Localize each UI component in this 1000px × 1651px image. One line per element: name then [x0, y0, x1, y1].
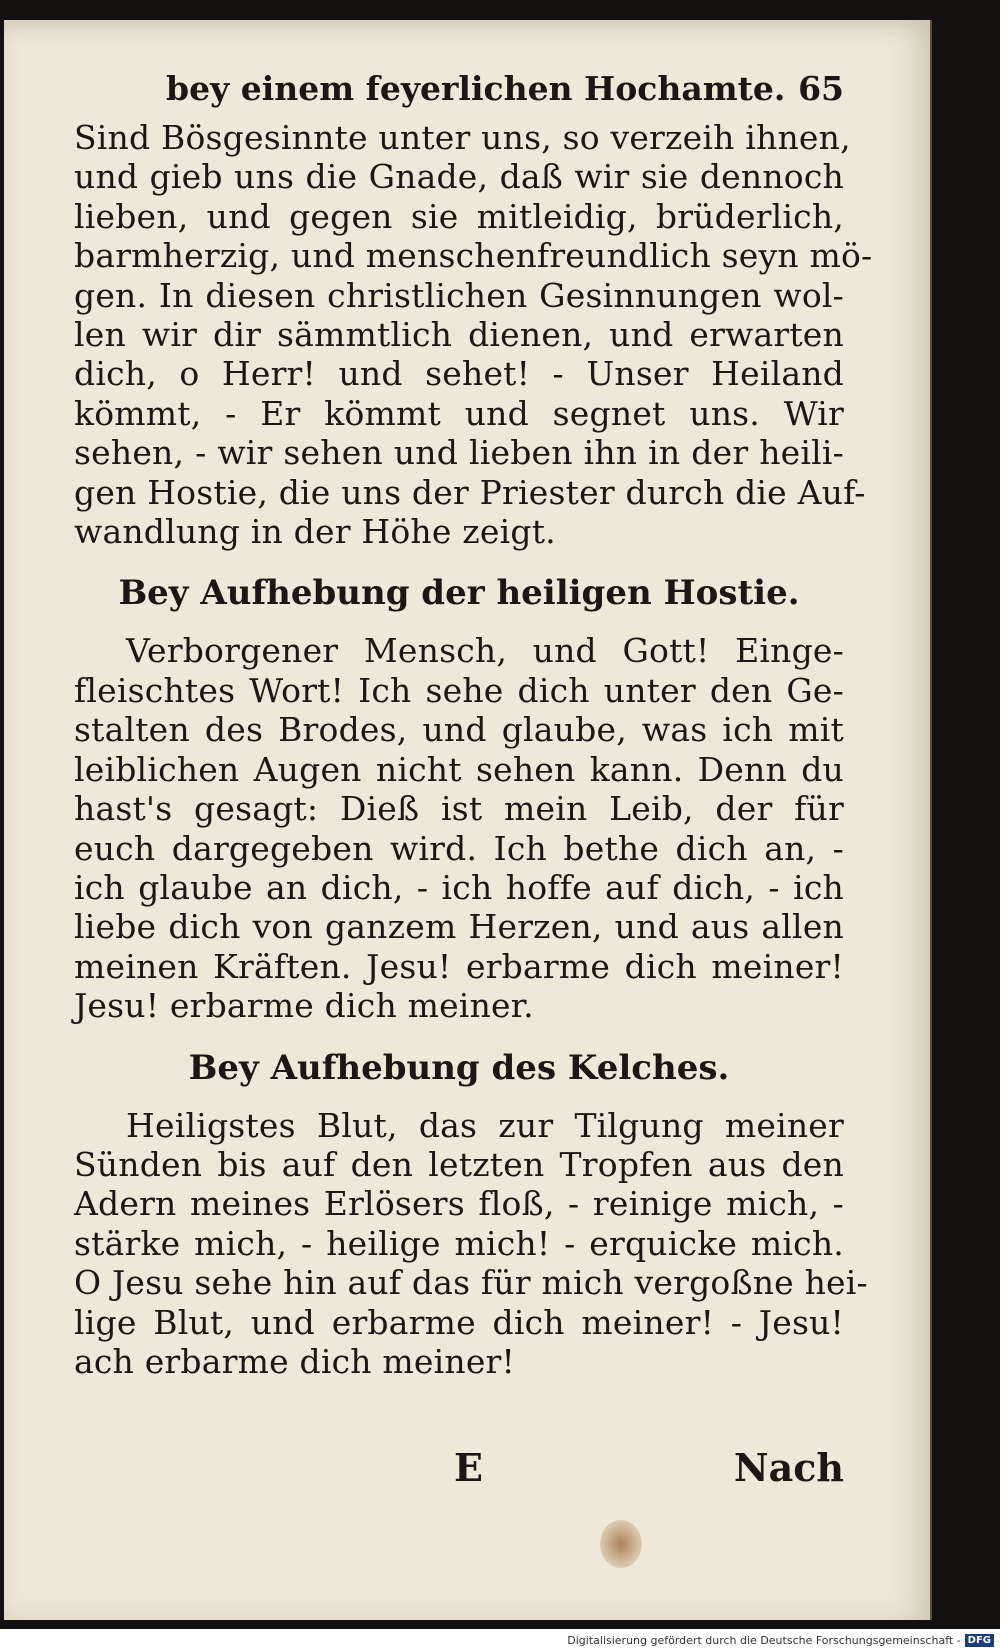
- paragraph-2: [74, 631, 844, 1025]
- text-line: meinen Kräften. Jesu! erbarme dich meiner!: [74, 946, 844, 986]
- text-line: lieben, und gegen sie mitleidig, brüderlich,: [74, 196, 844, 236]
- text-line: sehen, - wir sehen und lieben ihn in der heili-: [74, 433, 844, 473]
- dfg-logo: DFG: [965, 1634, 994, 1647]
- running-head: [166, 64, 844, 114]
- text-line: wandlung in der Höhe zeigt.: [74, 512, 556, 552]
- text-line: gen Hostie, die uns der Priester durch die Auf-: [74, 472, 866, 512]
- funding-credit: Digitalisierung gefördert durch die Deutsche Forschungsgemeinschaft -: [567, 1633, 961, 1647]
- catchword: Nach: [733, 1445, 844, 1490]
- text-line: fleischtes Wort! Ich sehe dich unter den Ge-: [74, 670, 844, 710]
- text-line: barmherzig, und menschenfreundlich seyn mö-: [74, 236, 873, 276]
- text-line: Sind Bösgesinnte unter uns, so verzeih ihnen,: [74, 118, 851, 157]
- text-line: lige Blut, und erbarme dich meiner! - Jesu!: [74, 1302, 844, 1342]
- text-line: kömmt, - Er kömmt und segnet uns. Wir: [74, 393, 844, 433]
- text-line: Verborgener Mensch, und Gott! Einge-: [126, 631, 844, 671]
- text-line: O Jesu sehe hin auf das für mich vergoßne hei-: [74, 1263, 868, 1303]
- signature-mark: E: [454, 1445, 483, 1490]
- running-title: bey einem feyerlichen Hochamte.: [166, 69, 786, 108]
- text-line: ach erbarme dich meiner!: [74, 1341, 515, 1381]
- text-line: stalten des Brodes, und glaube, was ich mit: [74, 710, 844, 750]
- text-line: Adern meines Erlösers floß, - reinige mich, -: [74, 1184, 844, 1224]
- text-line: len wir dir sämmtlich dienen, und erwarten: [74, 315, 844, 355]
- catchwords: [74, 1445, 844, 1490]
- paragraph-3: [74, 1105, 868, 1382]
- text-line: ich glaube an dich, - ich hoffe auf dich, - ich: [74, 867, 844, 907]
- book-page: [4, 20, 932, 1620]
- paragraph-1: [74, 118, 873, 552]
- section-heading-kelch: Bey Aufhebung des Kelches.: [188, 1047, 730, 1088]
- page-text: [74, 64, 873, 1381]
- text-line: euch dargegeben wird. Ich bethe dich an, -: [74, 828, 844, 868]
- text-line: gen. In diesen christlichen Gesinnungen wol-: [74, 275, 844, 315]
- text-line: Sünden bis auf den letzten Tropfen aus den: [74, 1144, 844, 1184]
- text-line: Jesu! erbarme dich meiner.: [74, 986, 534, 1026]
- paper-stain: [600, 1520, 642, 1568]
- text-line: liebe dich von ganzem Herzen, und aus allen: [74, 907, 844, 947]
- page-number: 65: [798, 69, 844, 108]
- text-line: dich, o Herr! und sehet! - Unser Heiland: [74, 354, 844, 394]
- text-line: stärke mich, - heilige mich! - erquicke mich.: [74, 1223, 844, 1263]
- text-line: hast's gesagt: Dieß ist mein Leib, der für: [74, 789, 844, 829]
- section-heading-hostie: Bey Aufhebung der heiligen Hostie.: [118, 573, 800, 614]
- text-line: leiblichen Augen nicht sehen kann. Denn du: [74, 749, 844, 789]
- digitization-footer: [0, 1629, 1000, 1651]
- text-line: Heiligstes Blut, das zur Tilgung meiner: [126, 1105, 844, 1145]
- text-line: und gieb uns die Gnade, daß wir sie dennoch: [74, 157, 844, 197]
